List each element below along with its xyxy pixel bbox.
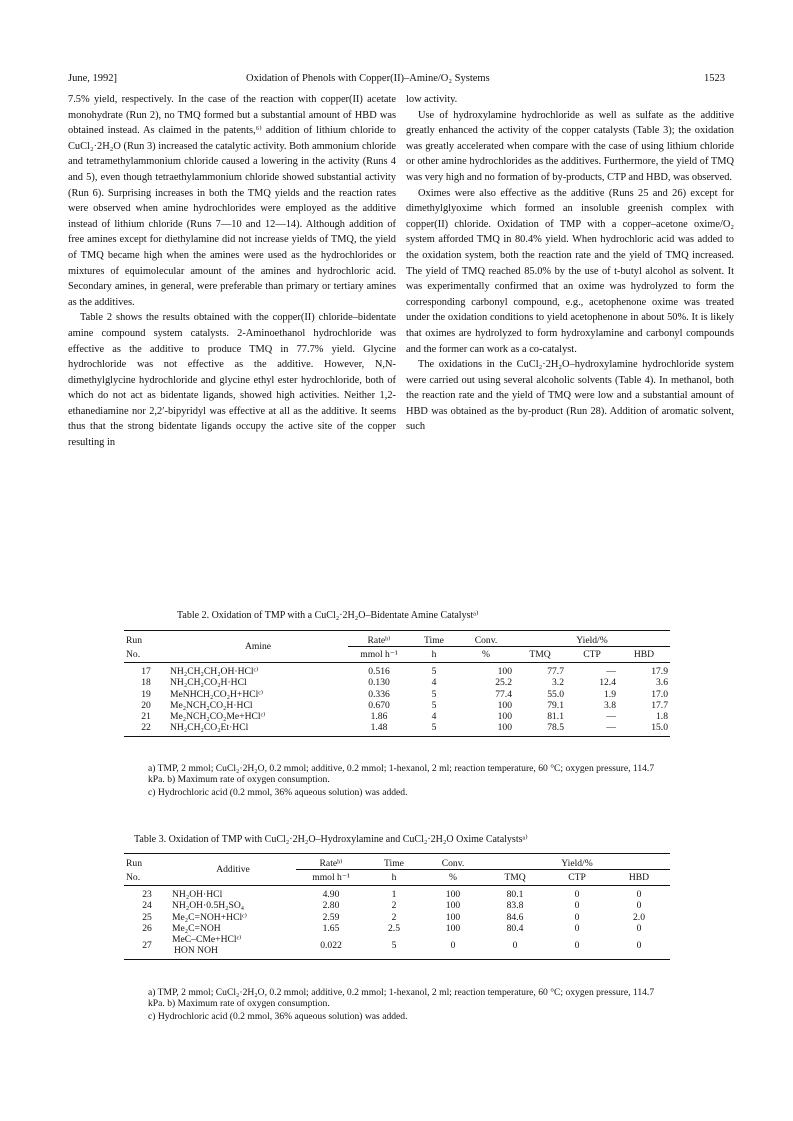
table-cell-conv — [458, 689, 514, 700]
table-cell-time — [366, 912, 422, 923]
table-cell-additive — [170, 923, 296, 934]
cell-text: 81.1 — [547, 711, 564, 723]
cell-text: 17.0 — [651, 688, 668, 700]
table-cell-tmq — [484, 934, 546, 960]
table-cell-run — [124, 663, 168, 678]
left-column — [68, 92, 396, 451]
table-cell-amine — [168, 700, 348, 711]
cell-text: 79.1 — [547, 699, 564, 711]
cell-text: 0 — [512, 939, 518, 951]
table-cell-hbd — [618, 689, 670, 700]
table-cell-time — [410, 711, 458, 722]
table-cell-conv — [458, 711, 514, 722]
table-cell-run — [124, 900, 170, 911]
cell-text: 25 — [142, 911, 152, 923]
cell-text: 1.9 — [604, 688, 616, 700]
cell-text: 1.65 — [322, 922, 340, 934]
cell-text: — — [606, 711, 616, 723]
table2-header-time: Time — [410, 631, 458, 647]
cell-text: 23 — [142, 889, 152, 901]
cell-text: 5 — [431, 722, 437, 734]
table-cell-tmq — [514, 711, 566, 722]
table-cell-conv — [422, 934, 484, 960]
table-cell-rate — [296, 934, 366, 960]
cell-text: 21 — [141, 711, 151, 723]
table-cell-conv — [422, 886, 484, 901]
table-cell-tmq — [484, 886, 546, 901]
cell-text: Me₂C=NOH — [172, 922, 221, 934]
table3-header-conv-unit: % — [449, 872, 457, 884]
cell-text: — — [606, 722, 616, 734]
cell-text: 84.6 — [506, 911, 524, 923]
table-cell-tmq — [514, 689, 566, 700]
table-cell-time — [366, 923, 422, 934]
table2-header-hbd: HBD — [633, 649, 655, 661]
cell-text: 0 — [636, 889, 642, 901]
table3-header-rate: Rateᵇ⁾ — [296, 854, 366, 870]
table-cell-ctp — [546, 934, 608, 960]
cell-text: 100 — [497, 711, 512, 723]
table-cell-ctp — [546, 923, 608, 934]
cell-text: 0 — [450, 939, 456, 951]
cell-text: 19 — [141, 688, 151, 700]
paragraph: Table 2 shows the results obtained with the copper(II) chloride–bidentate amine compound system catalysts. 2-Aminoethanol hydrochloride was effective as the additive to produce TMQ in 77.7% yield. Glycine hydrochloride was not effective as the additive. However, N,N-dimethylglycine hydrochloride and glycine ethyl ester hydrochloride, both of which do not act as bidentate ligands, showed high activities. Neither 1,2-ethanediamine nor 2,2′-bipyridyl was effective at all as the additive. It seems thus that the strong bidentate ligands occupy the active site of the copper resulting in — [68, 312, 396, 449]
table-cell-hbd — [618, 677, 670, 688]
cell-text: 17.7 — [651, 699, 668, 711]
table-cell-amine — [168, 711, 348, 722]
cell-text: 100 — [445, 922, 461, 934]
cell-text: NH₂OH·HCl — [172, 889, 223, 901]
table-cell-run — [124, 689, 168, 700]
cell-text: 18 — [141, 677, 151, 689]
table-cell-run — [124, 722, 168, 737]
table-cell-tmq — [484, 912, 546, 923]
header-title: Oxidation of Phenols with Copper(II)–Amine/O₂ Systems — [246, 73, 490, 84]
table-cell-additive — [170, 900, 296, 911]
table-cell-rate — [348, 677, 410, 688]
table-cell-tmq — [484, 923, 546, 934]
table-cell-ctp — [566, 663, 618, 678]
cell-text: 77.7 — [547, 666, 564, 678]
paragraph: low activity. — [406, 94, 458, 105]
table3-header-additive: Additive — [216, 864, 250, 875]
table3-header-no: No. — [126, 871, 141, 883]
cell-text: 0 — [574, 922, 580, 934]
cell-text: 1.86 — [370, 711, 388, 723]
table-cell-run — [124, 923, 170, 934]
cell-text: 4 — [431, 677, 437, 689]
table-row — [124, 711, 670, 722]
cell-text: 0 — [574, 911, 580, 923]
table2-caption: Table 2. Oxidation of TMP with a CuCl₂·2H₂O–Bidentate Amine Catalystᵃ⁾ — [177, 610, 479, 621]
table-cell-rate — [296, 886, 366, 901]
cell-text: 100 — [445, 889, 461, 901]
cell-text: 77.4 — [495, 688, 512, 700]
table-cell-tmq — [514, 663, 566, 678]
cell-text: 25.2 — [495, 677, 512, 689]
table2-header-rate: Rateᵇ⁾ — [348, 631, 410, 647]
table-row — [124, 722, 670, 737]
table-cell-tmq — [514, 677, 566, 688]
table3-header-yield: Yield/% — [484, 854, 670, 870]
table-cell-tmq — [514, 722, 566, 737]
table3-header-rate-unit: mmol h⁻¹ — [312, 872, 350, 884]
table-cell-hbd — [618, 711, 670, 722]
table-cell-hbd — [608, 900, 670, 911]
table-cell-rate — [348, 689, 410, 700]
table-cell-ctp — [566, 722, 618, 737]
table3-header-time-unit: h — [391, 872, 397, 884]
cell-text: 0.336 — [368, 688, 390, 700]
cell-text: 2.59 — [322, 911, 340, 923]
cell-text: NH₂CH₂CO₂Et·HCl — [170, 722, 249, 734]
cell-text: 5 — [431, 666, 437, 678]
cell-text-line2: HON NOH — [174, 945, 218, 957]
cell-text: 3.6 — [656, 677, 668, 689]
cell-text: 0 — [636, 922, 642, 934]
table-row — [124, 677, 670, 688]
table-cell-hbd — [608, 912, 670, 923]
table-cell-additive — [170, 912, 296, 923]
cell-text: NH₂OH·0.5H₂SO₄ — [172, 900, 245, 912]
table2-footnote: a) TMP, 2 mmol; CuCl₂·2H₂O, 0.2 mmol; additive, 0.2 mmol; 1-hexanol, 2 ml; reaction temperature, 60 °C; oxygen pressure, 114.7 kPa. b) Maximum rate of oxygen consumption. — [148, 763, 655, 786]
cell-text: 83.8 — [506, 900, 524, 912]
cell-text: 12.4 — [599, 677, 616, 689]
table2-header-no: No. — [126, 648, 141, 660]
table3-footnote: c) Hydrochloric acid (0.2 mmol, 36% aqueous solution) was added. — [148, 1011, 408, 1022]
table-cell-run — [124, 677, 168, 688]
table-cell-hbd — [618, 663, 670, 678]
table-row — [124, 923, 670, 934]
cell-text: 20 — [141, 699, 151, 711]
table-cell-hbd — [608, 886, 670, 901]
cell-text: 0 — [574, 939, 580, 951]
table-cell-conv — [458, 700, 514, 711]
cell-text: 0 — [636, 900, 642, 912]
right-column — [406, 92, 734, 435]
table-row — [124, 700, 670, 711]
table-cell-hbd — [608, 923, 670, 934]
table-cell-time — [410, 700, 458, 711]
header-date: June, 1992] — [68, 73, 117, 84]
table-cell-hbd — [618, 700, 670, 711]
cell-text: 0 — [574, 900, 580, 912]
cell-text: 100 — [497, 666, 512, 678]
table-cell-time — [366, 900, 422, 911]
table2-header-amine: Amine — [244, 641, 272, 652]
table2-header-yield: Yield/% — [514, 631, 670, 647]
cell-text: 1 — [391, 889, 397, 901]
table-cell-time — [410, 663, 458, 678]
cell-text: NH₂CH₂CH₂OH·HClᶜ⁾ — [170, 666, 259, 678]
cell-text: 3.2 — [552, 677, 564, 689]
table-cell-amine — [168, 689, 348, 700]
table-cell-additive — [170, 934, 296, 960]
table-cell-conv — [422, 900, 484, 911]
cell-text: 100 — [497, 722, 512, 734]
table-cell-tmq — [514, 700, 566, 711]
cell-text: 100 — [445, 911, 461, 923]
cell-text: 1.8 — [656, 711, 668, 723]
cell-text: 4.90 — [322, 889, 340, 901]
table-cell-amine — [168, 722, 348, 737]
table-cell-time — [410, 722, 458, 737]
cell-text: 1.48 — [370, 722, 388, 734]
table2-header-time-unit: h — [431, 649, 437, 661]
cell-text: 26 — [142, 922, 152, 934]
table3-header-tmq: TMQ — [504, 872, 526, 884]
table-cell-rate — [348, 663, 410, 678]
table-cell-amine — [168, 677, 348, 688]
cell-text: — — [606, 666, 616, 678]
table-cell-ctp — [566, 677, 618, 688]
cell-text: 80.1 — [506, 889, 524, 901]
table-cell-ctp — [546, 886, 608, 901]
table-cell-rate — [348, 711, 410, 722]
table3-header-conv: Conv. — [422, 854, 484, 870]
table3-caption: Table 3. Oxidation of TMP with CuCl₂·2H₂O–Hydroxylamine and CuCl₂·2H₂O Oxime Catalystsᵃ⁾ — [134, 834, 528, 845]
cell-text: 2.0 — [633, 911, 645, 923]
cell-text: 100 — [497, 699, 512, 711]
table2-header-run: Run — [126, 635, 142, 647]
table-cell-run — [124, 700, 168, 711]
table3-header-ctp: CTP — [568, 872, 586, 884]
table-cell-ctp — [546, 912, 608, 923]
table-row — [124, 912, 670, 923]
table2 — [124, 630, 670, 737]
cell-text: 0.022 — [320, 939, 342, 951]
table-cell-run — [124, 711, 168, 722]
cell-text: NH₂CH₂CO₂H·HCl — [170, 677, 247, 689]
page-number: 1523 — [704, 73, 725, 84]
table-cell-conv — [458, 722, 514, 737]
cell-text: MeNHCH₂CO₂H+HClᶜ⁾ — [170, 688, 264, 700]
table-row — [124, 934, 670, 960]
table-cell-conv — [458, 677, 514, 688]
table-cell-ctp — [566, 700, 618, 711]
table3 — [124, 853, 670, 960]
table-cell-conv — [422, 923, 484, 934]
table-row — [124, 886, 670, 901]
cell-text: 4 — [431, 711, 437, 723]
cell-text: Me₂NCH₂CO₂Me+HClᶜ⁾ — [170, 711, 266, 723]
cell-text: 2.5 — [388, 922, 400, 934]
table-cell-ctp — [566, 711, 618, 722]
cell-text: 2 — [391, 911, 397, 923]
table-cell-ctp — [566, 689, 618, 700]
table-cell-rate — [348, 722, 410, 737]
table3-header-time: Time — [366, 854, 422, 870]
cell-text: MeC–CMe+HClᶜ⁾ — [172, 934, 242, 946]
cell-text: 100 — [445, 900, 461, 912]
cell-text: 2.80 — [322, 900, 340, 912]
table-cell-hbd — [618, 722, 670, 737]
table-cell-hbd — [608, 934, 670, 960]
table-cell-time — [366, 886, 422, 901]
table-cell-rate — [296, 912, 366, 923]
table-cell-amine — [168, 663, 348, 678]
paragraph: The oxidations in the CuCl₂·2H₂O–hydroxylamine hydrochloride system were carried out using several alcoholic solvents (Table 4). In methanol, both the reaction rate and the yield of TMQ were low and a substantial amount of HBD was obtained as the by-product (Run 28). Addition of aromatic solvent, such — [406, 359, 734, 433]
table2-header-conv-unit: % — [482, 649, 490, 661]
table-cell-time — [410, 689, 458, 700]
cell-text: 2 — [391, 900, 397, 912]
cell-text: 78.5 — [547, 722, 564, 734]
table2-header-rate-unit: mmol h⁻¹ — [360, 649, 398, 661]
cell-text: 22 — [141, 722, 151, 734]
table-cell-run — [124, 912, 170, 923]
table-cell-time — [410, 677, 458, 688]
table2-header-ctp: CTP — [583, 649, 601, 661]
cell-text: 3.8 — [604, 699, 616, 711]
cell-text: 0.130 — [368, 677, 390, 689]
paragraph: Oximes were also effective as the additive (Runs 25 and 26) except for dimethylglyoxime which formed an insoluble greenish complex with copper(II) chloride. Oxidation of TMP with a copper–acetone oxime/O₂ system afforded TMQ in 80.4% yield. When hydrochloric acid was added to the oxidation system, both the reaction rate and the yield of TMQ increased. The yield of TMQ reached 85.0% by the use of t-butyl alcohol as solvent. It was experimentally confirmed that an oxime was hydrolyzed to form the corresponding carbonyl compound, e.g., acetophenone oxime was treated under the oxidation conditions to yield acetophenone in about 50%. It is likely that oximes are hydrolyzed to form hydroxylamine and carbonyl compounds and the former can work as a co-catalyst. — [406, 187, 734, 355]
table3-header-run: Run — [126, 858, 142, 870]
cell-text: 27 — [142, 939, 152, 951]
cell-text: 5 — [431, 688, 437, 700]
table-cell-time — [366, 934, 422, 960]
cell-text: 15.0 — [651, 722, 668, 734]
cell-text: 0 — [574, 889, 580, 901]
cell-text: 55.0 — [547, 688, 564, 700]
paragraph: Use of hydroxylamine hydrochloride as well as sulfate as the additive greatly enhanced the activity of the copper catalysts (Table 3); the oxidation was greatly accelerated when compare with the case of using lithium chloride or other amine hydrochlorides as the additives. Furthermore, the yield of TMQ was very high and no formation of by-products, CTP and HBD, was observed. — [406, 109, 734, 183]
table3-header-hbd: HBD — [628, 872, 650, 884]
cell-text: 5 — [431, 699, 437, 711]
table2-header-tmq: TMQ — [529, 649, 551, 661]
cell-text: 24 — [142, 900, 152, 912]
table-cell-rate — [296, 900, 366, 911]
table-cell-run — [124, 934, 170, 960]
table2-footnote: c) Hydrochloric acid (0.2 mmol, 36% aqueous solution) was added. — [148, 787, 408, 798]
table-row — [124, 900, 670, 911]
cell-text: 5 — [391, 939, 397, 951]
table-cell-conv — [458, 663, 514, 678]
table2-header-conv: Conv. — [458, 631, 514, 647]
cell-text: Me₂C=NOH+HClᶜ⁾ — [172, 911, 247, 923]
table-cell-rate — [348, 700, 410, 711]
cell-text: 80.4 — [506, 922, 524, 934]
table-row — [124, 689, 670, 700]
table-cell-ctp — [546, 900, 608, 911]
cell-text: 17.9 — [651, 666, 668, 678]
table-row — [124, 663, 670, 678]
table-cell-run — [124, 886, 170, 901]
cell-text: 17 — [141, 666, 151, 678]
cell-text: Me₂NCH₂CO₂H·HCl — [170, 699, 253, 711]
cell-text: 0 — [636, 939, 642, 951]
cell-text: 0.516 — [368, 666, 390, 678]
table-cell-conv — [422, 912, 484, 923]
table3-footnote: a) TMP, 2 mmol; CuCl₂·2H₂O, 0.2 mmol; additive, 0.2 mmol; 1-hexanol, 2 ml; reaction temperature, 60 °C; oxygen pressure, 114.7 kPa. b) Maximum rate of oxygen consumption. — [148, 987, 655, 1010]
table-cell-rate — [296, 923, 366, 934]
cell-text: 0.670 — [368, 699, 390, 711]
table-cell-additive — [170, 886, 296, 901]
paragraph: 7.5% yield, respectively. In the case of the reaction with copper(II) acetate monohydrate (Run 2), no TMQ formed but a substantial amount of HBD was obtained instead. As claimed in the patents,⁶⁾ addition of lithium chloride to CuCl₂·2H₂O (Run 3) increased the catalytic activity. Both ammonium chloride and tetramethylammonium chloride caused a lowering in the activity (Runs 4 and 5), even though tetraethylammonium chloride showed substantial activity (Run 6). Surprising increases in both the TMQ yields and the reaction rates were observed when amine hydrochlorides were employed as the additive instead of lithium chloride (Runs 7—10 and 12—14). Although addition of free amines except for diethylamine did not increase yields of TMQ, the yield of TMQ became high when the amines were used as the hydrochlorides or mixtures of equimolecular amount of the amines and hydrochloric acid. Secondary amines, in general, were preferable than primary or tertiary amines as the additives. — [68, 94, 396, 308]
table-cell-tmq — [484, 900, 546, 911]
